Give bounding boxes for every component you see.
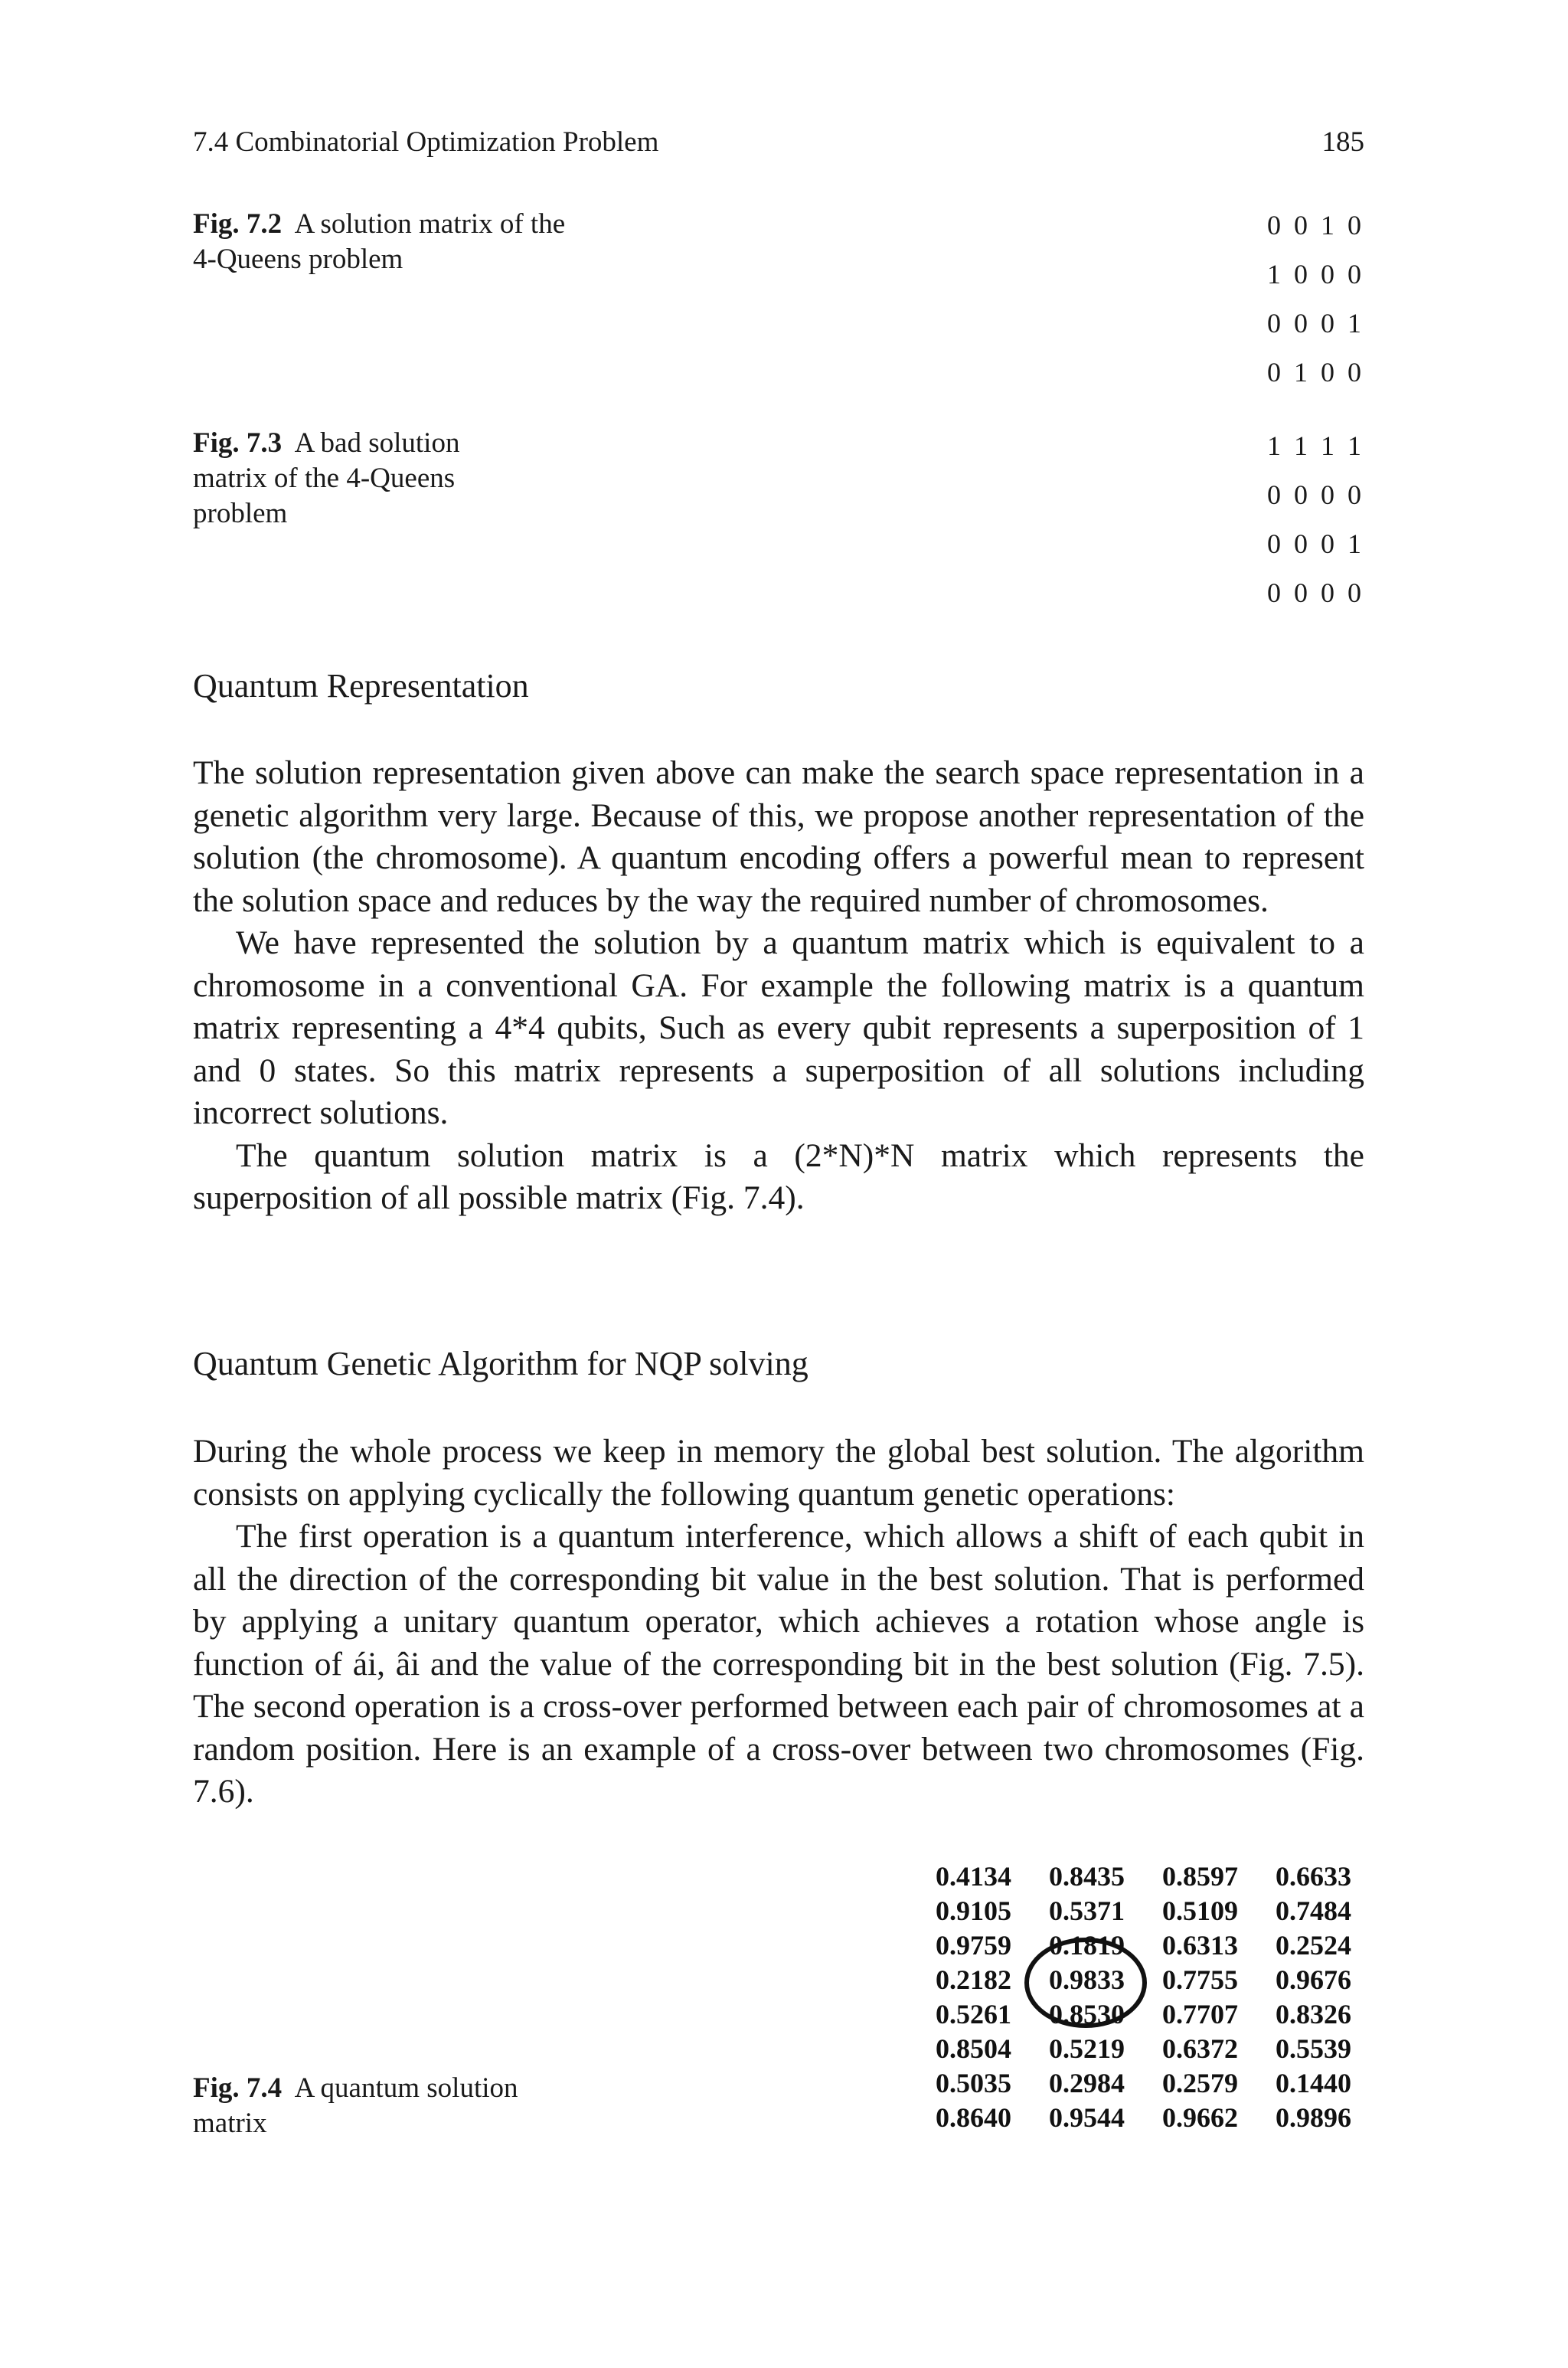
matrix-cell: 0.2524: [1276, 1930, 1351, 1961]
fig-7-2-label: Fig. 7.2: [193, 208, 283, 240]
fig-7-4-caption: [193, 2071, 560, 2141]
matrix-cell: 0.2182: [936, 1964, 1011, 1995]
page-number: 185: [1321, 126, 1364, 158]
hand-drawn-circle-annotation: [1024, 1938, 1147, 2028]
table-row: [936, 1894, 1389, 1928]
matrix-cell: 0.9896: [1276, 2102, 1351, 2133]
fig-7-3-matrix: [1267, 421, 1364, 617]
quantum-solution-matrix: [936, 1859, 1389, 2135]
matrix-cell: 0.9544: [1049, 2102, 1125, 2133]
matrix-cell: 0.5219: [1049, 2033, 1125, 2064]
running-head: 7.4 Combinatorial Optimization Problem: [193, 126, 659, 158]
section-heading-qga-nqp: Quantum Genetic Algorithm for NQP solving: [193, 1345, 808, 1382]
table-row: [936, 1997, 1389, 2032]
matrix-cell: 0.4134: [936, 1861, 1011, 1892]
matrix-cell: 0.8435: [1049, 1861, 1125, 1892]
matrix-row: 0 0 0 1: [1267, 528, 1364, 559]
section-2-body: [193, 1431, 1364, 1814]
matrix-row: 0 0 0 0: [1267, 479, 1364, 510]
matrix-row: 0 1 0 0: [1267, 357, 1364, 388]
paragraph: During the whole process we keep in memory the global best solution. The algorithm consists on applying cyclically the following quantum genetic operations:: [193, 1433, 1364, 1513]
fig-7-3-label: Fig. 7.3: [193, 427, 283, 459]
matrix-cell: 0.8504: [936, 2033, 1011, 2064]
matrix-cell: 0.7484: [1276, 1895, 1351, 1926]
matrix-row: 0 0 0 1: [1267, 308, 1364, 339]
matrix-cell: 0.5371: [1049, 1895, 1125, 1926]
fig-7-2-caption: [193, 207, 576, 277]
matrix-cell: 0.9662: [1162, 2102, 1238, 2133]
matrix-cell: 0.9105: [936, 1895, 1011, 1926]
paragraph: We have represented the solution by a quantum matrix which is equivalent to a chromosome in a conventional GA. For example the following matrix is a quantum matrix representing a 4*4 qubits, Such as every qubit represents a superposition of 1 and 0 states. So this matrix represents a superposition of all solutions including incorrect solutions.: [193, 924, 1364, 1131]
fig-7-2-matrix: [1267, 201, 1364, 397]
table-row: [936, 2101, 1389, 2135]
paragraph: The quantum solution matrix is a (2*N)*N matrix which represents the superposition of all possible matrix (Fig. 7.4).: [193, 1137, 1364, 1216]
matrix-cell: 0.2579: [1162, 2068, 1238, 2098]
matrix-cell: 0.9833: [1049, 1964, 1125, 1995]
matrix-row: 1 0 0 0: [1267, 259, 1364, 289]
table-row: [936, 1963, 1389, 1997]
matrix-row: 0 0 0 0: [1267, 577, 1364, 608]
fig-7-3-caption: [193, 426, 530, 531]
fig-7-4-caption-text: A quantum solution matrix: [193, 2072, 518, 2139]
matrix-cell: 0.8640: [936, 2102, 1011, 2133]
fig-7-2-caption-text: A solution matrix of the 4-Queens problem: [193, 208, 566, 275]
matrix-cell: 0.6372: [1162, 2033, 1238, 2064]
matrix-cell: 0.8597: [1162, 1861, 1238, 1892]
matrix-row: 1 1 1 1: [1267, 430, 1364, 461]
matrix-cell: 0.5539: [1276, 2033, 1351, 2064]
matrix-cell: 0.7707: [1162, 1999, 1238, 2029]
table-row: [936, 1928, 1389, 1963]
matrix-cell: 0.9759: [936, 1930, 1011, 1961]
paragraph: The first operation is a quantum interference, which allows a shift of each qubit in all the direction of the corresponding bit value in the best solution. That is performed by applying a unitary quantum operator, which achieves a rotation whose angle is function of ái, âi and the value of the corresponding bit in the best solution (Fig. 7.5). The second operation is a cross-over performed between each pair of chromosomes at a random position. Here is an example of a cross-over between two chromosomes (Fig. 7.6).: [193, 1518, 1364, 1810]
matrix-cell: 0.5261: [936, 1999, 1011, 2029]
matrix-cell: 0.8530: [1049, 1999, 1125, 2029]
matrix-cell: 0.1819: [1049, 1930, 1125, 1961]
matrix-cell: 0.2984: [1049, 2068, 1125, 2098]
table-row: [936, 2032, 1389, 2066]
section-heading-quantum-representation: Quantum Representation: [193, 667, 529, 705]
fig-7-4-label: Fig. 7.4: [193, 2072, 283, 2104]
matrix-cell: 0.6633: [1276, 1861, 1351, 1892]
table-row: [936, 1859, 1389, 1894]
paragraph: The solution representation given above can make the search space representation in a genetic algorithm very large. Because of this, we propose another representation of the solution (the chromosome). A quantum encoding offers a powerful mean to represent the solution space and reduces by the way the required number of chromosomes.: [193, 754, 1364, 919]
matrix-cell: 0.5109: [1162, 1895, 1238, 1926]
table-row: [936, 2066, 1389, 2101]
matrix-cell: 0.8326: [1276, 1999, 1351, 2029]
fig-7-3-caption-text: A bad solution matrix of the 4-Queens problem: [193, 427, 460, 529]
matrix-cell: 0.5035: [936, 2068, 1011, 2098]
matrix-cell: 0.7755: [1162, 1964, 1238, 1995]
matrix-cell: 0.9676: [1276, 1964, 1351, 1995]
matrix-cell: 0.6313: [1162, 1930, 1238, 1961]
matrix-row: 0 0 1 0: [1267, 210, 1364, 240]
matrix-cell: 0.1440: [1276, 2068, 1351, 2098]
section-1-body: [193, 752, 1364, 1220]
